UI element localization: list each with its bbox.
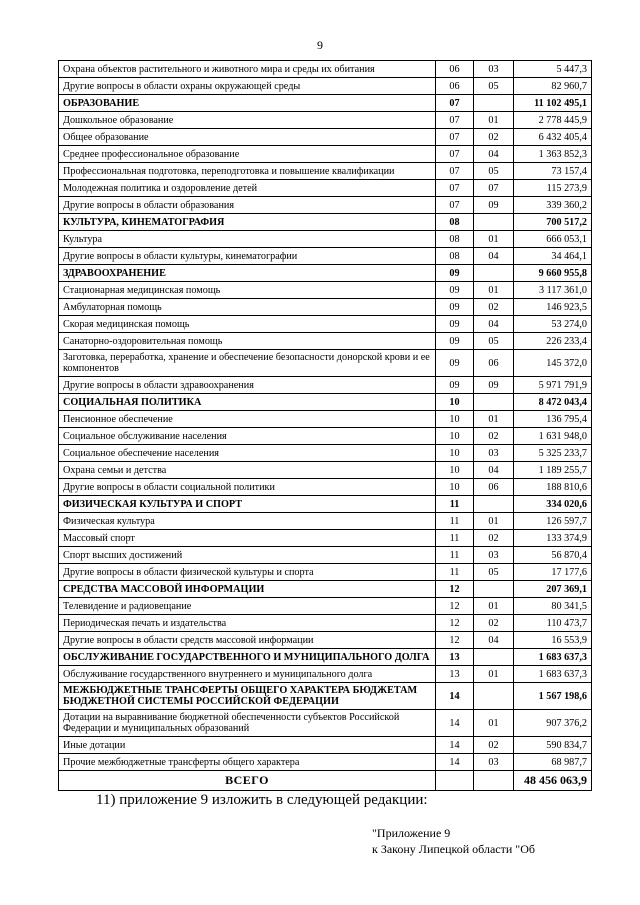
table-row: [59, 129, 592, 146]
row-name-cell: Другие вопросы в области физической культуры и спорта: [59, 564, 436, 581]
row-name-cell: Прочие межбюджетные трансферты общего характера: [59, 754, 436, 771]
table-row: [59, 163, 592, 180]
section-code-cell: 14: [436, 710, 474, 737]
section-code-cell: 09: [436, 299, 474, 316]
subsection-code-cell: [474, 95, 514, 112]
subsection-code-cell: [474, 649, 514, 666]
subsection-code-cell: [474, 496, 514, 513]
subsection-code-cell: 09: [474, 377, 514, 394]
section-code-cell: 09: [436, 316, 474, 333]
amount-cell: 1 631 948,0: [514, 428, 592, 445]
subsection-code-cell: 05: [474, 564, 514, 581]
subsection-code-cell: 06: [474, 479, 514, 496]
amount-cell: 133 374,9: [514, 530, 592, 547]
section-code-cell: 10: [436, 479, 474, 496]
row-name-cell: ОБРАЗОВАНИЕ: [59, 95, 436, 112]
table-row: [59, 333, 592, 350]
amount-cell: 136 795,4: [514, 411, 592, 428]
row-name-cell: Спорт высших достижений: [59, 547, 436, 564]
subsection-code-cell: 01: [474, 411, 514, 428]
row-name-cell: Другие вопросы в области образования: [59, 197, 436, 214]
appendix-title: "Приложение 9: [372, 826, 451, 840]
amount-cell: 145 372,0: [514, 350, 592, 377]
section-code-cell: 08: [436, 231, 474, 248]
amount-cell: 226 233,4: [514, 333, 592, 350]
amount-cell: 34 464,1: [514, 248, 592, 265]
amount-cell: 9 660 955,8: [514, 265, 592, 282]
table-row: [59, 445, 592, 462]
subsection-code-cell: 02: [474, 737, 514, 754]
subsection-code-cell: 05: [474, 78, 514, 95]
subsection-code-cell: 05: [474, 163, 514, 180]
table-row: [59, 547, 592, 564]
section-row: [59, 214, 592, 231]
row-name-cell: Другие вопросы в области средств массовой информации: [59, 632, 436, 649]
amount-cell: 126 597,7: [514, 513, 592, 530]
subsection-code-cell: 09: [474, 197, 514, 214]
table-row: [59, 248, 592, 265]
section-code-cell: 07: [436, 146, 474, 163]
amount-cell: 2 778 445,9: [514, 112, 592, 129]
section-code-cell: 14: [436, 754, 474, 771]
amount-cell: 8 472 043,4: [514, 394, 592, 411]
row-name-cell: Заготовка, переработка, хранение и обеспечение безопасности донорской крови и ее компонентов: [59, 350, 436, 377]
table-row: [59, 350, 592, 377]
section-code-cell: 09: [436, 350, 474, 377]
row-name-cell: ЗДРАВООХРАНЕНИЕ: [59, 265, 436, 282]
subsection-code-cell: [474, 683, 514, 710]
amount-cell: 82 960,7: [514, 78, 592, 95]
instruction-text: 11) приложение 9 изложить в следующей редакции:: [96, 792, 428, 808]
amount-cell: 115 273,9: [514, 180, 592, 197]
subsection-code-cell: 04: [474, 248, 514, 265]
table-row: [59, 513, 592, 530]
section-code-cell: 07: [436, 95, 474, 112]
section-code-cell: 07: [436, 112, 474, 129]
budget-table-body: [59, 61, 592, 791]
table-row: [59, 754, 592, 771]
amount-cell: 1 683 637,3: [514, 649, 592, 666]
section-code-cell: 12: [436, 581, 474, 598]
section-code-cell: 11: [436, 547, 474, 564]
amount-cell: 80 341,5: [514, 598, 592, 615]
amount-cell: 56 870,4: [514, 547, 592, 564]
row-name-cell: Культура: [59, 231, 436, 248]
row-name-cell: Охрана объектов растительного и животного мира и среды их обитания: [59, 61, 436, 78]
row-name-cell: Профессиональная подготовка, переподготовка и повышение квалификации: [59, 163, 436, 180]
section-code-cell: 09: [436, 333, 474, 350]
empty-cell: [436, 771, 474, 791]
table-row: [59, 737, 592, 754]
subsection-code-cell: 04: [474, 462, 514, 479]
amount-cell: 5 325 233,7: [514, 445, 592, 462]
row-name-cell: Среднее профессиональное образование: [59, 146, 436, 163]
amount-cell: 73 157,4: [514, 163, 592, 180]
table-row: [59, 282, 592, 299]
section-row: [59, 496, 592, 513]
table-row: [59, 78, 592, 95]
subsection-code-cell: 02: [474, 299, 514, 316]
row-name-cell: Телевидение и радиовещание: [59, 598, 436, 615]
row-name-cell: ФИЗИЧЕСКАЯ КУЛЬТУРА И СПОРТ: [59, 496, 436, 513]
amount-cell: 700 517,2: [514, 214, 592, 231]
subsection-code-cell: 04: [474, 146, 514, 163]
row-name-cell: Физическая культура: [59, 513, 436, 530]
amount-cell: 590 834,7: [514, 737, 592, 754]
subsection-code-cell: 03: [474, 61, 514, 78]
table-row: [59, 112, 592, 129]
table-row: [59, 316, 592, 333]
section-code-cell: 12: [436, 632, 474, 649]
table-row: [59, 428, 592, 445]
row-name-cell: Другие вопросы в области культуры, кинематографии: [59, 248, 436, 265]
subsection-code-cell: 03: [474, 445, 514, 462]
table-row: [59, 632, 592, 649]
amount-cell: 17 177,6: [514, 564, 592, 581]
section-code-cell: 13: [436, 649, 474, 666]
section-row: [59, 95, 592, 112]
row-name-cell: СРЕДСТВА МАССОВОЙ ИНФОРМАЦИИ: [59, 581, 436, 598]
table-row: [59, 231, 592, 248]
amount-cell: 53 274,0: [514, 316, 592, 333]
total-row: [59, 771, 592, 791]
row-name-cell: Социальное обслуживание населения: [59, 428, 436, 445]
row-name-cell: Социальное обеспечение населения: [59, 445, 436, 462]
section-row: [59, 649, 592, 666]
amount-cell: 5 971 791,9: [514, 377, 592, 394]
section-code-cell: 09: [436, 265, 474, 282]
amount-cell: 11 102 495,1: [514, 95, 592, 112]
section-row: [59, 394, 592, 411]
section-row: [59, 683, 592, 710]
row-name-cell: КУЛЬТУРА, КИНЕМАТОГРАФИЯ: [59, 214, 436, 231]
section-code-cell: 07: [436, 129, 474, 146]
amount-cell: 3 117 361,0: [514, 282, 592, 299]
row-name-cell: МЕЖБЮДЖЕТНЫЕ ТРАНСФЕРТЫ ОБЩЕГО ХАРАКТЕРА БЮДЖЕТАМ БЮДЖЕТНОЙ СИСТЕМЫ РОССИЙСКОЙ ФЕДЕРАЦИИ: [59, 683, 436, 710]
row-name-cell: Иные дотации: [59, 737, 436, 754]
section-code-cell: 11: [436, 496, 474, 513]
amount-cell: 1 363 852,3: [514, 146, 592, 163]
row-name-cell: Обслуживание государственного внутреннего и муниципального долга: [59, 666, 436, 683]
table-row: [59, 377, 592, 394]
table-row: [59, 197, 592, 214]
section-code-cell: 09: [436, 377, 474, 394]
section-code-cell: 07: [436, 180, 474, 197]
row-name-cell: Другие вопросы в области охраны окружающей среды: [59, 78, 436, 95]
table-row: [59, 299, 592, 316]
row-name-cell: Скорая медицинская помощь: [59, 316, 436, 333]
subsection-code-cell: 02: [474, 129, 514, 146]
amount-cell: 110 473,7: [514, 615, 592, 632]
subsection-code-cell: 04: [474, 316, 514, 333]
section-code-cell: 14: [436, 683, 474, 710]
amount-cell: 334 020,6: [514, 496, 592, 513]
amount-cell: 207 369,1: [514, 581, 592, 598]
section-row: [59, 265, 592, 282]
amount-cell: 1 683 637,3: [514, 666, 592, 683]
section-code-cell: 11: [436, 530, 474, 547]
table-row: [59, 479, 592, 496]
subsection-code-cell: 01: [474, 112, 514, 129]
amount-cell: 68 987,7: [514, 754, 592, 771]
table-row: [59, 146, 592, 163]
subsection-code-cell: 06: [474, 350, 514, 377]
section-code-cell: 12: [436, 598, 474, 615]
section-code-cell: 08: [436, 214, 474, 231]
amount-cell: 188 810,6: [514, 479, 592, 496]
row-name-cell: Санаторно-оздоровительная помощь: [59, 333, 436, 350]
row-name-cell: Периодическая печать и издательства: [59, 615, 436, 632]
appendix-subtitle: к Закону Липецкой области "Об: [372, 842, 535, 856]
section-code-cell: 06: [436, 61, 474, 78]
section-code-cell: 07: [436, 197, 474, 214]
section-code-cell: 10: [436, 411, 474, 428]
subsection-code-cell: 01: [474, 598, 514, 615]
row-name-cell: Охрана семьи и детства: [59, 462, 436, 479]
amount-cell: 1 189 255,7: [514, 462, 592, 479]
page-number: 9: [317, 38, 323, 52]
subsection-code-cell: 02: [474, 428, 514, 445]
subsection-code-cell: 01: [474, 710, 514, 737]
amount-cell: 339 360,2: [514, 197, 592, 214]
row-name-cell: Общее образование: [59, 129, 436, 146]
row-name-cell: Массовый спорт: [59, 530, 436, 547]
budget-table: [58, 60, 592, 791]
subsection-code-cell: [474, 214, 514, 231]
subsection-code-cell: 03: [474, 547, 514, 564]
section-code-cell: 10: [436, 428, 474, 445]
amount-cell: 16 553,9: [514, 632, 592, 649]
total-amount: 48 456 063,9: [514, 771, 592, 791]
row-name-cell: ОБСЛУЖИВАНИЕ ГОСУДАРСТВЕННОГО И МУНИЦИПАЛЬНОГО ДОЛГА: [59, 649, 436, 666]
section-code-cell: 14: [436, 737, 474, 754]
section-code-cell: 09: [436, 282, 474, 299]
row-name-cell: Амбулаторная помощь: [59, 299, 436, 316]
amount-cell: 907 376,2: [514, 710, 592, 737]
empty-cell: [474, 771, 514, 791]
table-row: [59, 666, 592, 683]
table-row: [59, 462, 592, 479]
subsection-code-cell: [474, 265, 514, 282]
subsection-code-cell: [474, 394, 514, 411]
subsection-code-cell: 07: [474, 180, 514, 197]
table-row: [59, 710, 592, 737]
amount-cell: 6 432 405,4: [514, 129, 592, 146]
row-name-cell: Стационарная медицинская помощь: [59, 282, 436, 299]
subsection-code-cell: 02: [474, 615, 514, 632]
amount-cell: 666 053,1: [514, 231, 592, 248]
section-code-cell: 11: [436, 513, 474, 530]
row-name-cell: Молодежная политика и оздоровление детей: [59, 180, 436, 197]
table-row: [59, 530, 592, 547]
subsection-code-cell: [474, 581, 514, 598]
row-name-cell: Пенсионное обеспечение: [59, 411, 436, 428]
amount-cell: 146 923,5: [514, 299, 592, 316]
section-code-cell: 06: [436, 78, 474, 95]
subsection-code-cell: 04: [474, 632, 514, 649]
row-name-cell: Другие вопросы в области социальной политики: [59, 479, 436, 496]
section-code-cell: 10: [436, 462, 474, 479]
row-name-cell: Дотации на выравнивание бюджетной обеспеченности субъектов Российской Федерации и муниципальных образований: [59, 710, 436, 737]
subsection-code-cell: 05: [474, 333, 514, 350]
table-row: [59, 564, 592, 581]
section-code-cell: 12: [436, 615, 474, 632]
row-name-cell: Другие вопросы в области здравоохранения: [59, 377, 436, 394]
table-row: [59, 598, 592, 615]
table-row: [59, 61, 592, 78]
section-code-cell: 13: [436, 666, 474, 683]
section-code-cell: 08: [436, 248, 474, 265]
row-name-cell: СОЦИАЛЬНАЯ ПОЛИТИКА: [59, 394, 436, 411]
amount-cell: 5 447,3: [514, 61, 592, 78]
section-row: [59, 581, 592, 598]
subsection-code-cell: 03: [474, 754, 514, 771]
total-label: ВСЕГО: [59, 771, 436, 791]
table-row: [59, 180, 592, 197]
row-name-cell: Дошкольное образование: [59, 112, 436, 129]
subsection-code-cell: 01: [474, 231, 514, 248]
amount-cell: 1 567 198,6: [514, 683, 592, 710]
section-code-cell: 10: [436, 394, 474, 411]
table-row: [59, 411, 592, 428]
subsection-code-cell: 01: [474, 666, 514, 683]
subsection-code-cell: 01: [474, 513, 514, 530]
section-code-cell: 11: [436, 564, 474, 581]
section-code-cell: 07: [436, 163, 474, 180]
subsection-code-cell: 02: [474, 530, 514, 547]
table-row: [59, 615, 592, 632]
section-code-cell: 10: [436, 445, 474, 462]
subsection-code-cell: 01: [474, 282, 514, 299]
